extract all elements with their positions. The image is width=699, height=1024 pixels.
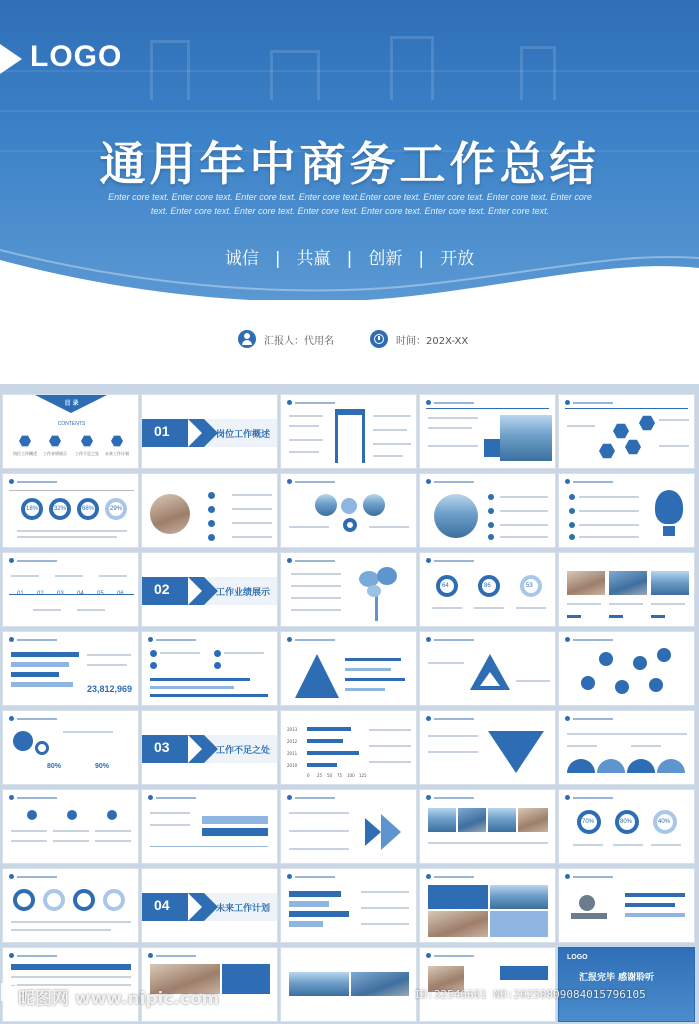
value-item: 开放	[440, 249, 475, 269]
reporter-info: 汇报人：代用名	[238, 330, 334, 348]
watermark-site: 昵图网 www.nipic.com	[18, 989, 220, 1009]
thumb-circle-photos	[280, 473, 417, 548]
thumb-photo-grid	[419, 789, 556, 864]
thumb-percent-rings: 70% 80% 40%	[558, 789, 695, 864]
thumb-shrimp-list	[141, 473, 278, 548]
thumb-closing-slide: LOGO 汇报完毕 感谢聆听	[558, 947, 695, 1022]
thumb-circle-network	[558, 631, 695, 706]
thumb-arrow-chevrons	[280, 789, 417, 864]
watermark-id: ID:32546661 NO:20250809084015796105	[414, 988, 646, 1001]
cover-slide	[0, 0, 699, 384]
watermark-logo-icon	[0, 980, 18, 1004]
thumb-photo-slide	[419, 394, 556, 469]
thumb-rings-slide: 64 86 53	[419, 552, 556, 627]
thumb-triangle-cycle	[419, 631, 556, 706]
thumb-toc: 目 录 CONTENTS 岗位工作概述 工作业绩展示 工作不足之处 未来工作计划	[2, 394, 139, 469]
thumb-progress-bars	[141, 631, 278, 706]
logo-triangle-icon	[0, 44, 22, 74]
thumb-section-02: 02 工作业绩展示	[141, 552, 278, 627]
value-item: 共赢	[296, 249, 331, 269]
thumb-donut-row	[2, 868, 139, 943]
thumb-bars-number: 23,812,969	[2, 631, 139, 706]
time-info: 时间：202X-XX	[370, 330, 468, 348]
bulb-icon	[655, 490, 683, 524]
thumb-crane-slide	[280, 394, 417, 469]
thumb-section-01: 01 岗位工作概述	[141, 394, 278, 469]
thumb-hexagon-slide	[558, 394, 695, 469]
thumb-pyramid	[280, 631, 417, 706]
thumb-island-slide	[419, 473, 556, 548]
thumb-three-columns	[2, 789, 139, 864]
thumb-section-03: 03 工作不足之处	[141, 710, 278, 785]
thumb-hbar-chart: 2013 2012 2011 2010 0 25 50 75 100 125	[280, 710, 417, 785]
thumb-section-04: 04 未来工作计划	[141, 868, 278, 943]
thumb-people-slide	[558, 868, 695, 943]
thumb-bulb-slide	[558, 473, 695, 548]
thumb-percent-drops: 18% 32% 68% 29%	[2, 473, 139, 548]
clock-icon	[370, 330, 388, 348]
thumb-hbars-slide	[280, 868, 417, 943]
thumb-harbor-slide	[280, 947, 417, 1022]
thumb-blue-photo-slide	[419, 868, 556, 943]
thumb-tree-percent: 80% 90%	[2, 710, 139, 785]
thumb-photo-collage	[419, 947, 556, 1022]
thumb-timeline: 01 02 03 04 05 06	[2, 552, 139, 627]
value-item: 诚信	[224, 249, 259, 269]
cover-subtitle: Enter core text. Enter core text. Enter core text. Enter core text.Enter core text. Enter core text. Enter core text. Enter core text. Enter core text. Enter core text. Enter core text. Enter core text. Enter core text. Enter core text.	[108, 192, 592, 216]
page-title: 通用年中商务工作总结	[99, 137, 600, 191]
thumb-three-photos	[558, 552, 695, 627]
thumb-tree-slide	[280, 552, 417, 627]
cover-values: 诚信 | 共赢 | 创新 | 开放	[224, 249, 475, 269]
value-item: 创新	[368, 249, 403, 269]
thumb-funnel	[419, 710, 556, 785]
person-icon	[238, 330, 256, 348]
logo: LOGO	[30, 40, 123, 73]
thumb-table-slide	[141, 789, 278, 864]
thumb-semicircles	[558, 710, 695, 785]
